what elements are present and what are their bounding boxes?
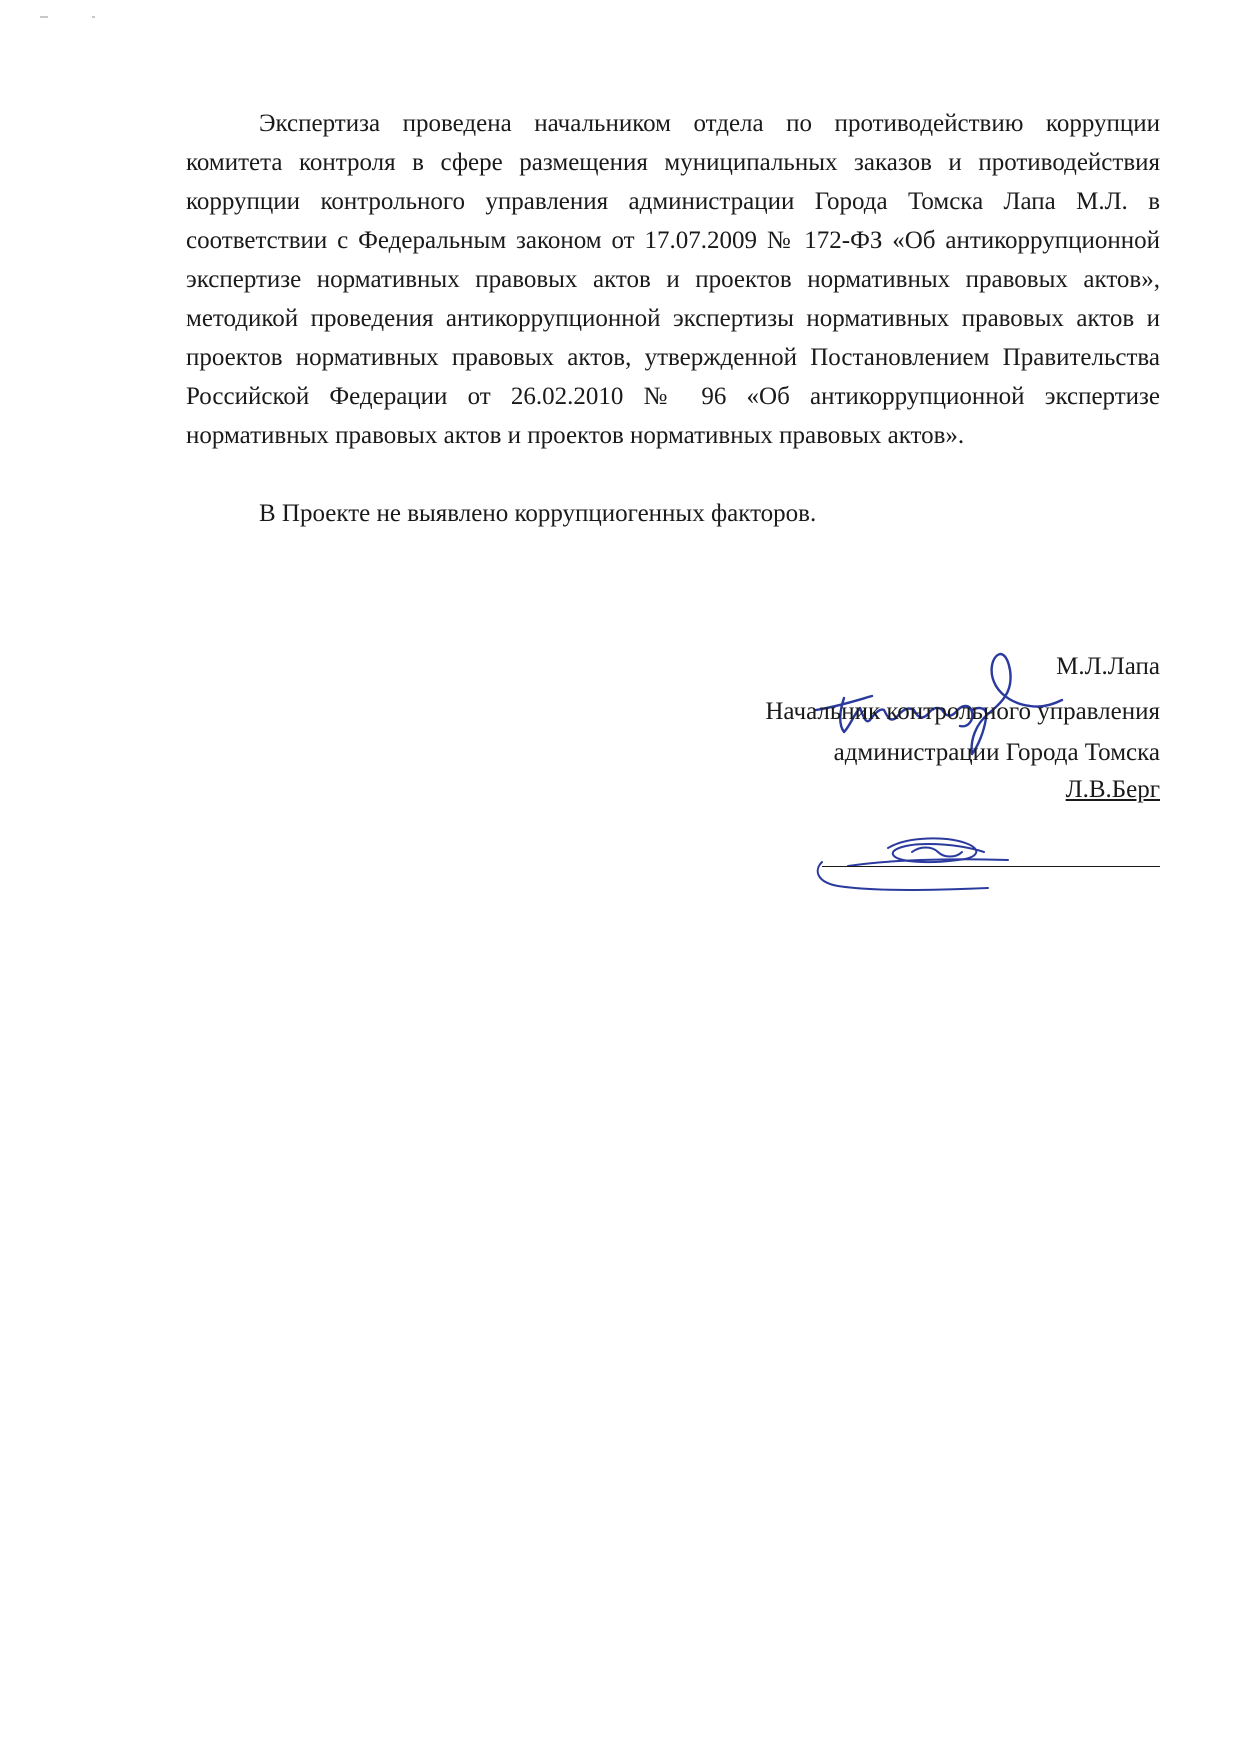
head-name: Л.В.Берг xyxy=(1065,776,1160,803)
conclusion-paragraph: В Проекте не выявлено коррупциогенных факторов. xyxy=(259,500,817,527)
head-signature-icon xyxy=(808,822,1038,892)
expert-signature-line xyxy=(710,650,1160,691)
document-body xyxy=(186,104,1160,533)
signature-underline xyxy=(822,866,1160,867)
expertise-paragraph: Экспертиза проведена начальником отдела по противодействию коррупции комитета контроля в сфере размещения муниципальных заказов и противодействия коррупции контрольного управления администрации Города Томска Лапа М.Л. в соответствии с Федеральным законом от 17.07.2009 № 172-ФЗ «Об антикоррупционной экспертизе нормативных правовых актов и проектов нормативных правовых актов», методикой проведения антикоррупционной экспертизы нормативных правовых актов и проектов нормативных правовых актов, утвержденной Постановлением Правительства Российской Федерации от 26.02.2010 № 96 «Об антикоррупционной экспертизе нормативных правовых актов и проектов нормативных правовых актов». xyxy=(186,110,1160,449)
head-position-line-1: Начальник контрольного управления xyxy=(765,698,1160,725)
signature-block xyxy=(710,650,1160,814)
scan-artifact-marks xyxy=(40,16,110,22)
head-signature-line xyxy=(710,773,1160,814)
head-position-line-2: администрации Города Томска xyxy=(833,739,1160,766)
expert-name: М.Л.Лапа xyxy=(1056,653,1160,680)
